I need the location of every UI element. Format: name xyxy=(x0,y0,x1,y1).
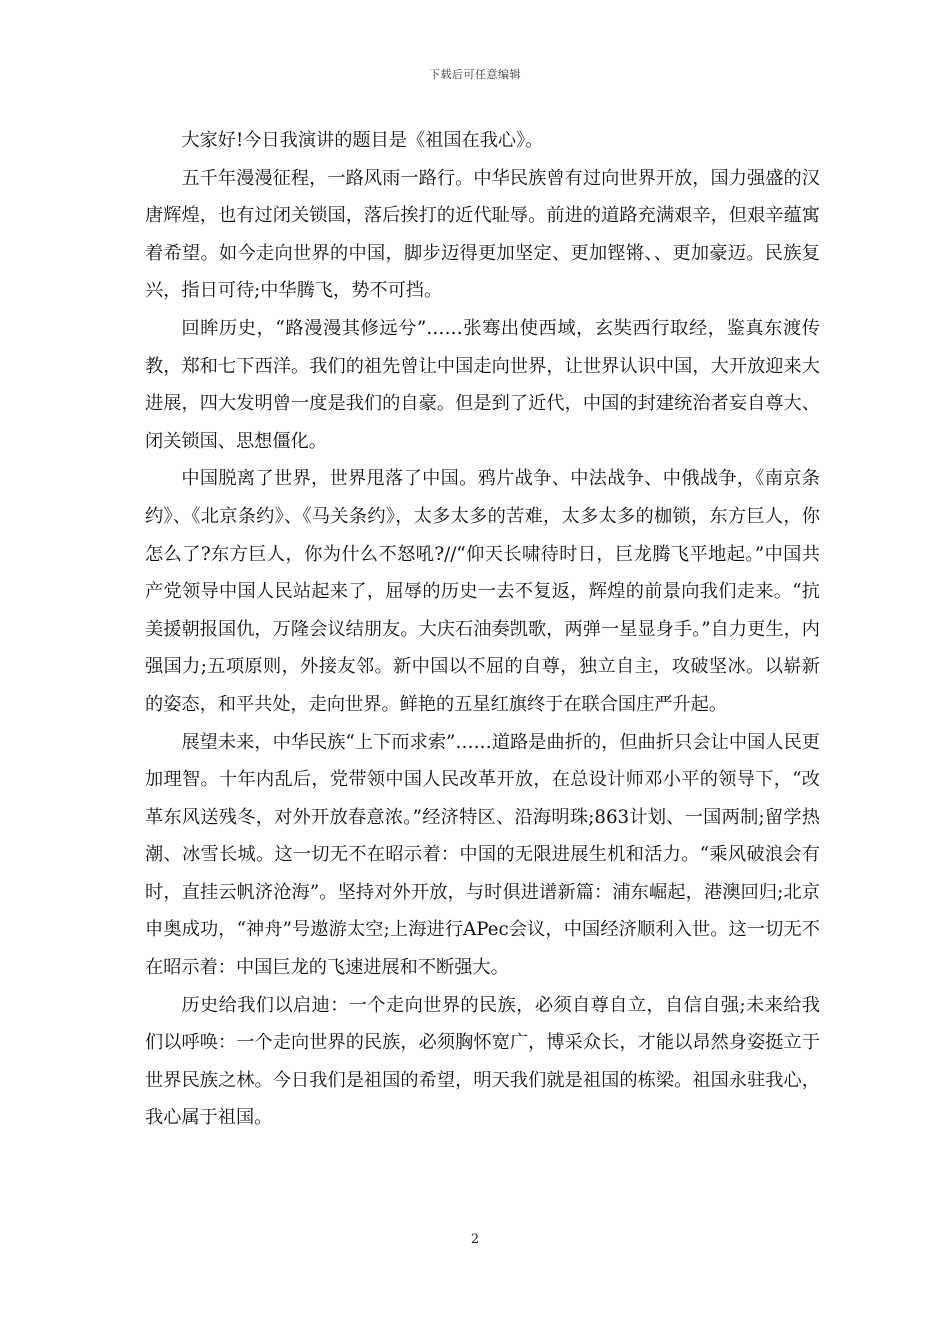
paragraph-greeting: 大家好!今日我演讲的题目是《祖国在我心》。 xyxy=(181,130,544,151)
paragraph-intro: 五千年漫漫征程，一路风雨一路行。中华民族曾有过向世界开放，国力强盛的汉唐辉煌，也有过闭关锁国，落后挨打的近代耻辱。前进的道路充满艰辛，但艰辛蕴寓着希望。如今走向世界的中国，脚步迈得更加坚定、更加铿锵、、更加豪迈。民族复兴，指日可待;中华腾飞，势不可挡。 xyxy=(145,167,820,302)
page-number: 2 xyxy=(470,1232,480,1247)
page-header: 下载后可任意编辑 xyxy=(429,68,521,81)
paragraph-modern-history: 中国脱离了世界，世界甩落了中国。鸦片战争、中法战争、中俄战争，《南京条约》、《北京条约》、《马关条约》，太多太多的苦难，太多太多的枷锁，东方巨人，你怎么了?东方巨人，你为什么不怒吼?//“仰天长啸待时日，巨龙腾飞平地起。”中国共产党领导中国人民站起来了，屈辱的历史一去不复返，辉煌的前景向我们走来。“抗美援朝报国仇，万隆会议结朋友。大庆石油奏凯歌，两弹一星显身手。”自力更生，内强国力;五项原则，外接友邻。新中国以不屈的自尊，独立自主，攻破坚冰。以崭新的姿态，和平共处，走向世界。鲜艳的五星红旗终于在联合国庄严升起。 xyxy=(145,468,820,715)
paragraph-future: 展望未来，中华民族“上下而求索”……道路是曲折的，但曲折只会让中国人民更加理智。十年内乱后，党带领中国人民改革开放，在总设计师邓小平的领导下，“改革东风送残冬，对外开放春意浓。”经济特区、沿海明珠;863计划、一国两制;留学热潮、冰雪长城。这一切无不在昭示着：中国的无限进展生机和活力。“乘风破浪会有时，直挂云帆济沧海”。坚持对外开放，与时俱进谱新篇：浦东崛起，港澳回归;北京申奥成功，“神舟”号遨游太空;上海进行APec会议，中国经济顺利入世。这一切无不在昭示着：中国巨龙的飞速进展和不断强大。 xyxy=(145,731,820,979)
document-body xyxy=(145,122,820,1137)
paragraph-history: 回眸历史，“路漫漫其修远兮”……张骞出使西域，玄奘西行取经，鉴真东渡传教，郑和七下西洋。我们的祖先曾让中国走向世界，让世界认识中国，大开放迎来大进展，四大发明曾一度是我们的自豪。但是到了近代，中国的封建统治者妄自尊大、闭关锁国、思想僵化。 xyxy=(145,317,820,452)
paragraph-conclusion: 历史给我们以启迪：一个走向世界的民族，必须自尊自立，自信自强;未来给我们以呼唤：一个走向世界的民族，必须胸怀宽广，博采众长，才能以昂然身姿挺立于世界民族之林。今日我们是祖国的希望，明天我们就是祖国的栋梁。祖国永驻我心，我心属于祖国。 xyxy=(145,994,820,1129)
